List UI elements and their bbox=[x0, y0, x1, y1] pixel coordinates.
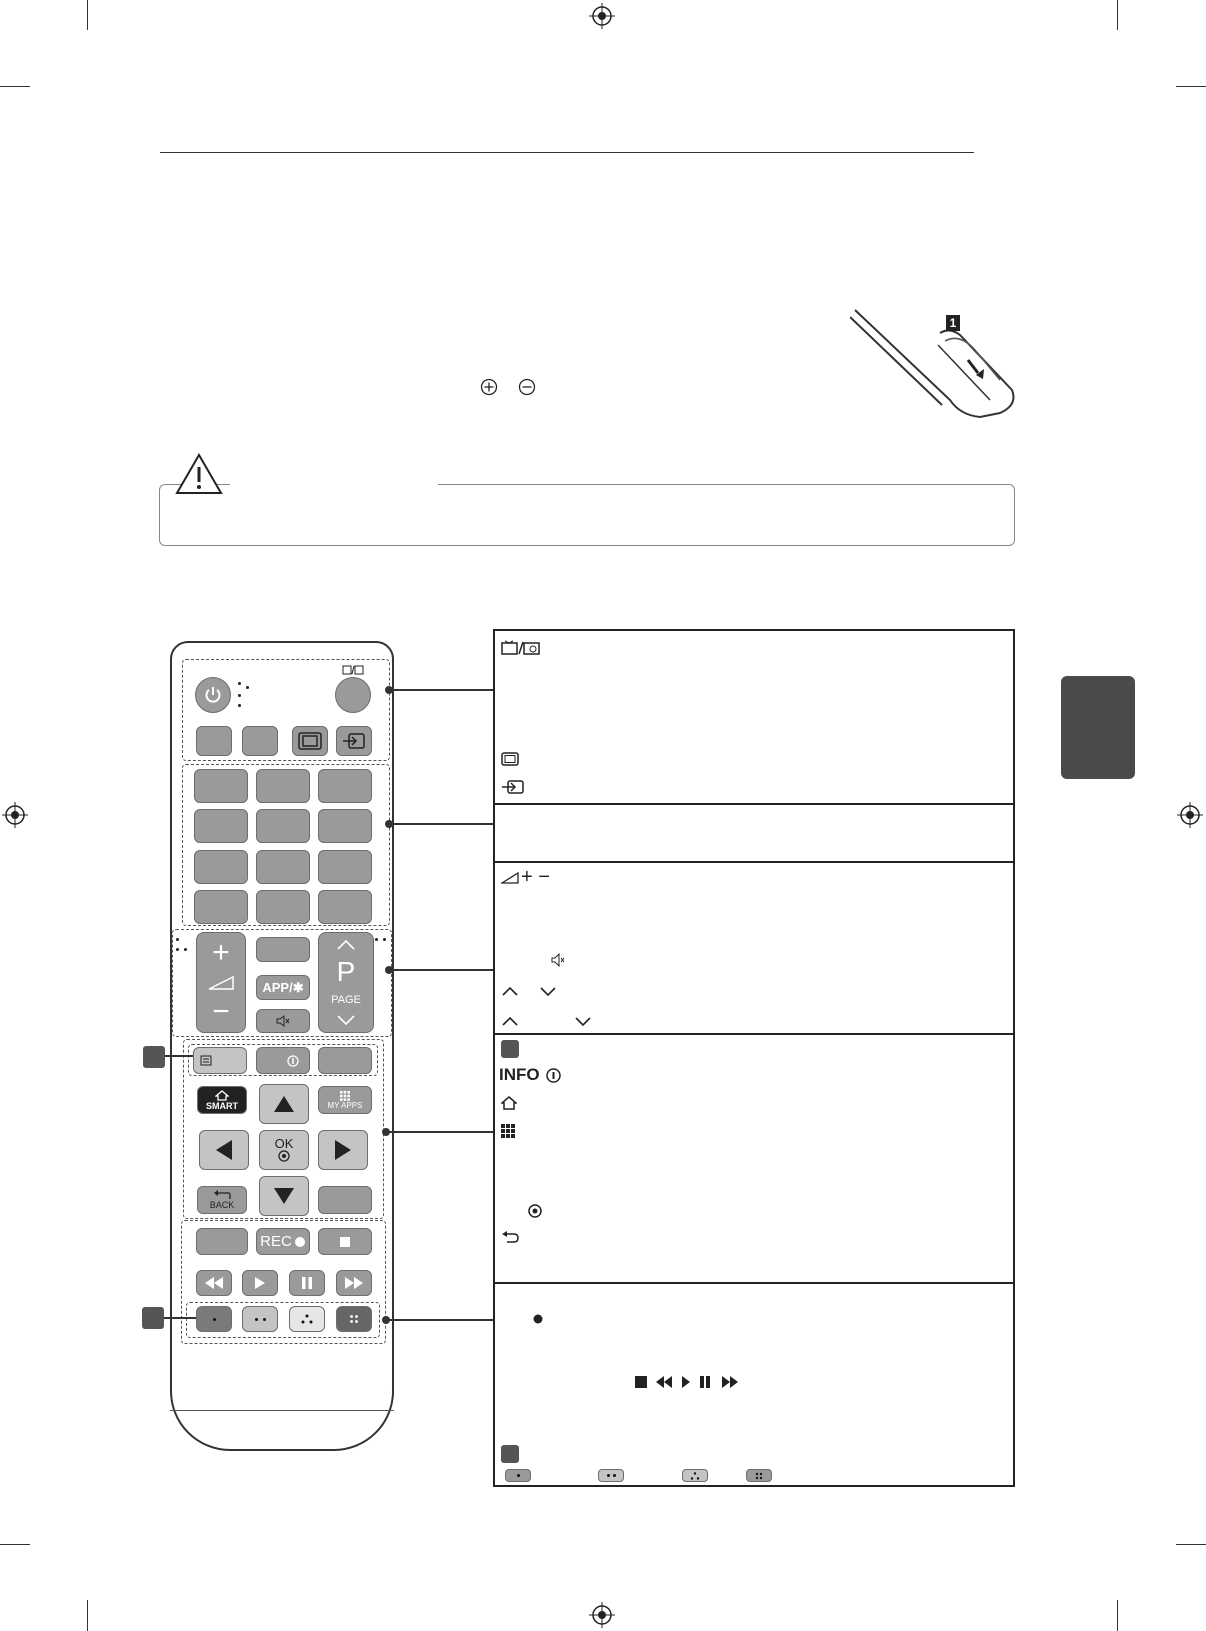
play-icon bbox=[681, 1376, 691, 1388]
quick-view-button[interactable] bbox=[318, 890, 372, 924]
number-button[interactable] bbox=[318, 809, 372, 843]
red-key-legend bbox=[505, 1469, 531, 1482]
pause-icon bbox=[699, 1376, 711, 1388]
marker-1 bbox=[143, 1046, 165, 1068]
crop-mark bbox=[1117, 0, 1118, 30]
marker-1 bbox=[501, 1040, 519, 1058]
pause-icon bbox=[301, 1277, 313, 1289]
t-opt-button[interactable] bbox=[318, 1047, 372, 1074]
input-button[interactable] bbox=[336, 726, 372, 756]
marker-2 bbox=[501, 1445, 519, 1463]
rewind-icon bbox=[655, 1376, 673, 1388]
ok-wheel-icon bbox=[278, 1150, 290, 1162]
home-icon bbox=[501, 1096, 517, 1110]
info-button[interactable] bbox=[256, 1047, 310, 1074]
nav-down-button[interactable] bbox=[259, 1176, 309, 1216]
indicator-dots bbox=[238, 682, 252, 712]
text-button[interactable] bbox=[193, 1047, 247, 1074]
four-dots-icon bbox=[349, 1314, 359, 1324]
arrow-left-icon bbox=[215, 1139, 233, 1161]
ok-button[interactable] bbox=[259, 1130, 309, 1170]
legend-panel bbox=[493, 629, 1015, 1487]
arrow-up-icon bbox=[273, 1095, 295, 1113]
fast-forward-icon bbox=[344, 1277, 364, 1289]
number-button[interactable] bbox=[256, 809, 310, 843]
ratio-icon bbox=[501, 752, 519, 766]
yellow-key-legend bbox=[682, 1469, 708, 1482]
number-button[interactable] bbox=[318, 769, 372, 803]
leader-line bbox=[390, 969, 493, 971]
back-arrow-icon bbox=[501, 1231, 519, 1245]
chevron-up-icon bbox=[501, 1015, 519, 1027]
indicator-dots bbox=[176, 938, 190, 960]
chevron-up-icon bbox=[501, 985, 519, 997]
power-button[interactable] bbox=[195, 677, 231, 713]
input-icon bbox=[501, 780, 525, 794]
crop-mark bbox=[1176, 1544, 1206, 1545]
crop-mark bbox=[0, 1544, 30, 1545]
rewind-button[interactable] bbox=[196, 1270, 232, 1296]
my-apps-label: MY APPS bbox=[327, 1100, 363, 1110]
mute-button[interactable] bbox=[256, 1009, 310, 1033]
crop-mark bbox=[87, 0, 88, 30]
crop-mark bbox=[1117, 1600, 1118, 1631]
panel-divider bbox=[495, 803, 1013, 805]
my-apps-button[interactable] bbox=[318, 1086, 372, 1114]
live-tv-button[interactable] bbox=[196, 1228, 248, 1255]
nav-up-button[interactable] bbox=[259, 1084, 309, 1124]
back-label: BACK bbox=[209, 1200, 235, 1210]
three-dots-icon bbox=[690, 1472, 700, 1480]
remote-bottom-edge bbox=[170, 1410, 394, 1452]
panel-divider bbox=[495, 1282, 1013, 1284]
crop-mark bbox=[1176, 86, 1206, 87]
arrow-right-icon bbox=[334, 1139, 352, 1161]
blue-button[interactable] bbox=[336, 1306, 372, 1332]
four-dots-icon bbox=[755, 1472, 763, 1480]
plus-circle-icon bbox=[480, 378, 498, 396]
marker-2 bbox=[142, 1307, 164, 1329]
volume-symbols: + − bbox=[521, 866, 550, 888]
volume-minus-label: − bbox=[212, 995, 230, 1028]
chevron-down-icon bbox=[336, 1014, 356, 1026]
header-rule bbox=[160, 152, 974, 153]
tv-radio-icon bbox=[501, 640, 541, 656]
smart-label: SMART bbox=[206, 1100, 238, 1111]
mute-icon bbox=[276, 1015, 290, 1027]
number-button[interactable] bbox=[256, 769, 310, 803]
caution-box bbox=[159, 484, 1015, 546]
ok-label: OK bbox=[274, 1136, 294, 1151]
smart-button[interactable] bbox=[197, 1086, 247, 1114]
registration-mark bbox=[1177, 802, 1203, 828]
chevron-up-icon bbox=[336, 939, 356, 951]
tv-radio-button[interactable] bbox=[335, 677, 371, 713]
stop-icon bbox=[635, 1376, 647, 1388]
number-button[interactable] bbox=[194, 850, 248, 884]
blue-key-legend bbox=[746, 1469, 772, 1482]
volume-rocker[interactable] bbox=[196, 932, 246, 1033]
ratio-icon bbox=[298, 732, 322, 750]
number-button[interactable] bbox=[256, 850, 310, 884]
fast-forward-button[interactable] bbox=[336, 1270, 372, 1296]
stop-icon bbox=[340, 1237, 350, 1247]
info-icon bbox=[287, 1055, 299, 1067]
ratio-button[interactable] bbox=[292, 726, 328, 756]
green-key-legend bbox=[598, 1469, 624, 1482]
number-button[interactable] bbox=[318, 850, 372, 884]
play-icon bbox=[254, 1277, 266, 1289]
marker-line bbox=[164, 1317, 196, 1319]
ok-wheel-icon bbox=[528, 1204, 542, 1218]
apps-grid-icon bbox=[501, 1124, 515, 1138]
volume-icon bbox=[501, 872, 519, 884]
fast-forward-icon bbox=[721, 1376, 739, 1388]
settings-button[interactable] bbox=[196, 726, 232, 756]
mute-icon bbox=[551, 953, 565, 967]
panel-divider bbox=[495, 1033, 1013, 1035]
crop-mark bbox=[0, 86, 30, 87]
leader-line bbox=[387, 1131, 493, 1133]
app-button-label: APP/✱ bbox=[262, 979, 304, 995]
yellow-button[interactable] bbox=[289, 1306, 325, 1332]
rewind-icon bbox=[204, 1277, 224, 1289]
tv-radio-icon bbox=[342, 665, 364, 675]
panel-divider bbox=[495, 861, 1013, 863]
battery-cover-illustration bbox=[850, 305, 1020, 425]
record-dot-icon bbox=[533, 1314, 543, 1324]
nav-left-button[interactable] bbox=[199, 1130, 249, 1170]
volume-plus-label: + bbox=[212, 936, 230, 969]
leader-line bbox=[387, 1319, 493, 1321]
info-label: INFO bbox=[499, 1065, 540, 1084]
leader-line bbox=[390, 823, 493, 825]
volume-icon bbox=[208, 976, 234, 990]
guide-button[interactable] bbox=[256, 937, 310, 962]
info-icon bbox=[546, 1068, 561, 1083]
list-button[interactable] bbox=[194, 890, 248, 924]
number-button[interactable] bbox=[256, 890, 310, 924]
program-page-label: PAGE bbox=[331, 993, 361, 1006]
power-icon bbox=[204, 686, 222, 704]
chevron-down-icon bbox=[539, 985, 557, 997]
number-button[interactable] bbox=[194, 809, 248, 843]
play-button[interactable] bbox=[242, 1270, 278, 1296]
three-dots-icon bbox=[301, 1314, 313, 1324]
app-button[interactable] bbox=[256, 975, 310, 1000]
warning-icon bbox=[174, 452, 224, 496]
pause-button[interactable] bbox=[289, 1270, 325, 1296]
step-number: 1 bbox=[949, 316, 957, 330]
leader-line bbox=[390, 689, 493, 691]
registration-mark bbox=[589, 3, 615, 29]
marker-line bbox=[165, 1055, 193, 1057]
teletext-icon bbox=[200, 1055, 212, 1066]
nav-right-button[interactable] bbox=[318, 1130, 368, 1170]
rec-label: REC bbox=[260, 1233, 292, 1250]
minus-circle-icon bbox=[518, 378, 536, 396]
red-button[interactable] bbox=[196, 1306, 232, 1332]
home-icon bbox=[215, 1090, 229, 1101]
chapter-tab bbox=[1061, 676, 1135, 779]
caution-header-gap bbox=[230, 478, 438, 488]
indicator-dots bbox=[375, 938, 389, 948]
input-icon bbox=[342, 732, 366, 750]
registration-mark bbox=[589, 1602, 615, 1628]
program-p-label: P bbox=[336, 956, 356, 988]
crop-mark bbox=[87, 1600, 88, 1631]
q-menu-button[interactable] bbox=[242, 726, 278, 756]
chevron-down-icon bbox=[574, 1015, 592, 1027]
rec-button[interactable] bbox=[256, 1228, 310, 1255]
stop-button[interactable] bbox=[318, 1228, 372, 1255]
number-button[interactable] bbox=[194, 769, 248, 803]
registration-mark bbox=[2, 802, 28, 828]
program-rocker[interactable] bbox=[318, 932, 374, 1033]
green-button[interactable] bbox=[242, 1306, 278, 1332]
exit-button[interactable] bbox=[318, 1186, 372, 1214]
apps-grid-icon bbox=[340, 1091, 350, 1101]
back-button[interactable] bbox=[197, 1186, 247, 1214]
back-arrow-icon bbox=[213, 1190, 231, 1200]
record-dot-icon bbox=[294, 1236, 306, 1248]
arrow-down-icon bbox=[273, 1187, 295, 1205]
playback-icons bbox=[635, 1375, 745, 1389]
